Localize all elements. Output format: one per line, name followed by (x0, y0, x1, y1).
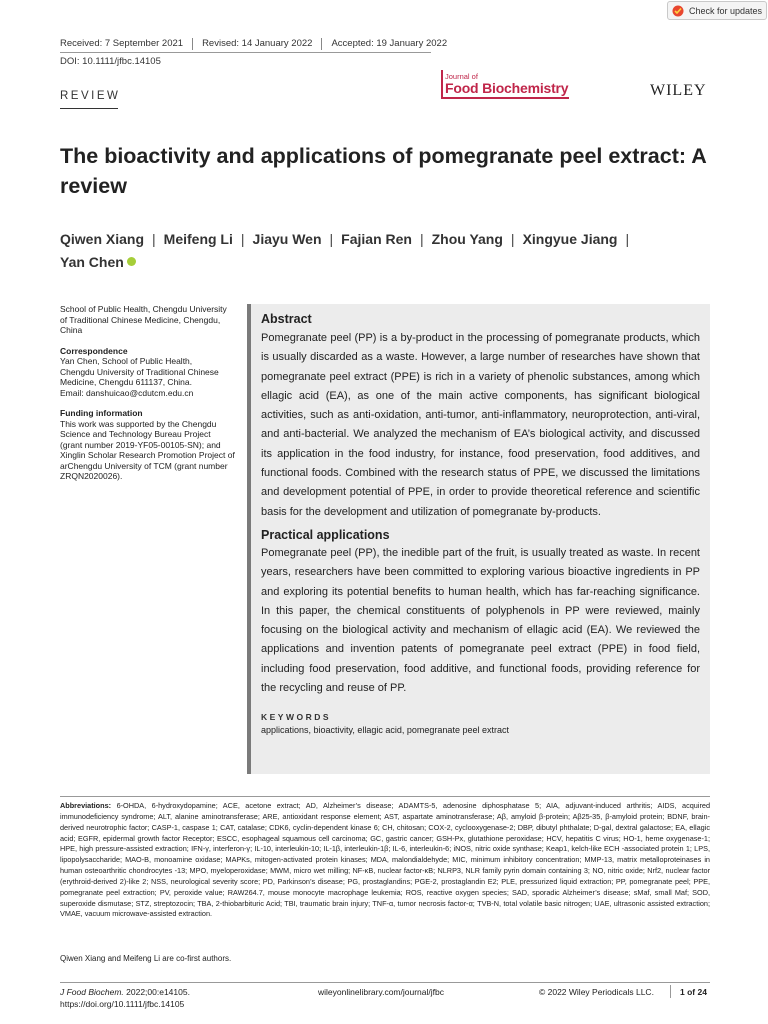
keywords-heading: KEYWORDS (261, 712, 332, 723)
article-type: REVIEW (60, 90, 121, 102)
co-first-note: Qiwen Xiang and Meifeng Li are co-first authors. (60, 954, 232, 963)
practical-applications-heading: Practical applications (261, 527, 390, 542)
author[interactable]: Jiayu Wen (252, 231, 322, 247)
page-number: 1 of 24 (680, 987, 707, 997)
abbreviations-divider (60, 796, 710, 797)
orcid-icon[interactable] (127, 257, 136, 266)
correspondence-line: Chengdu University of Traditional Chinese (60, 366, 219, 377)
correspondence-line: Yan Chen, School of Public Health, (60, 356, 193, 366)
check-for-updates-label: Check for updates (689, 5, 763, 16)
footer-citation (60, 987, 190, 997)
correspondence-email[interactable]: Email: danshuicao@cdutcm.edu.cn (60, 387, 194, 398)
author[interactable]: Qiwen Xiang (60, 231, 145, 247)
publisher-logo: WILEY (650, 82, 707, 99)
footer-separator (670, 985, 671, 998)
journal-logo-small: Journal of (445, 72, 478, 81)
author[interactable]: Zhou Yang (431, 231, 503, 247)
author[interactable]: Meifeng Li (163, 231, 233, 247)
citation-journal: J Food Biochem. (60, 987, 124, 997)
funding (60, 408, 235, 482)
author-list: Qiwen Xiang | Meifeng Li | Jiayu Wen | Fajian Ren | Zhou Yang | Xingyue Jiang | Yan Chen (60, 231, 630, 270)
funding-heading: Funding information (60, 408, 143, 418)
accepted-date: Accepted: 19 January 2022 (331, 38, 448, 49)
received-date: Received: 7 September 2021 (60, 38, 193, 50)
crossmark-icon (672, 5, 684, 17)
sidebar-info (60, 304, 235, 492)
keywords: applications, bioactivity, ellagic acid, pomegranate peel extract (261, 725, 509, 736)
doi: DOI: 10.1111/jfbc.14105 (60, 56, 161, 67)
journal-logo-name: Food Biochemistry (445, 80, 569, 96)
abstract-heading: Abstract (261, 312, 312, 326)
check-for-updates-button[interactable] (667, 1, 767, 20)
revised-date: Revised: 14 January 2022 (193, 38, 322, 50)
article-title: The bioactivity and applications of pomegranate peel extract: A review (60, 144, 706, 198)
abbreviations-label: Abbreviations: (60, 801, 112, 810)
practical-applications-text: Pomegranate peel (PP), the inedible part of the fruit, is usually treated as waste. In recent years, researchers have been committed to exploring various bioactive ingredients in PP and exploring its potential benefits to human health, which has far-reaching significance. In this paper, the chemical constituents of polyphenols in PP were reviewed, mainly focusing on the biological activity and mechanism of ellagic acid (EA). We reviewed the applications and invention patents of pomegranate peel extract (PPE) in food field, including food preservation, food additive, and functional foods, providing reference for the recycling and reuse of PP. (261, 546, 700, 695)
correspondence-line: Medicine, Chengdu 611137, China. (60, 377, 192, 387)
affiliation: School of Public Health, Chengdu University of Traditional Chinese Medicine, Chengdu, China (60, 304, 227, 335)
correspondence-heading: Correspondence (60, 345, 128, 356)
article-type-underline (60, 108, 118, 109)
header-divider (60, 52, 431, 53)
abbreviations-text: 6-OHDA, 6-hydroxydopamine; ACE, acetone extract; AD, Alzheimer’s disease; ADAMTS-5, adenosine diphosphatase 5; AIA, adjuvant-induced arthritis; AIDS, acquired immunodeficiency syndrome; ALT, alanine aminotransferase; ARE, antioxidant response element; AST, aspartate aminotransferase; Aβ, amyloid β-protein; Aβ25-35, β-amyloid protein; BDNF, brain-derived neurotrophic factor; CASP-1, caspase 1; CAT, catalase; CDK6, cyclin-dependent kinase 6; CH, chitosan; COX-2, cyclooxygenase-2; DBP, dibutyl phthalate; D-gal, dextral galactose; EA, ellagic acid; EGFR, epidermal growth factor Receptor; ESCC, esophageal squamous cell carcinoma; GC, gastric cancer; GSH-Px, glutathione peroxidase; HCV, hepatitis C virus; HO-1, heme oxygenase-1; HPE, high pressure-assisted extraction; IFN-γ, interferon-γ; IL-10, interleukin-10; IL-1β, interleukin-1β; IL-6, interleukin-6; iNOS, nitric oxide synthase; Keap1, kelch-like ECH -associated protein 1; LPS, lipopolysaccharide; MAO-B, monoamine oxidase; MAPKs, mitogen-activated protein kinases; MDA, malondialdehyde; MIC, minimum inhibitory concentration; MMP-13, matrix metalloproteinases in human osteoarthritic chondrocytes -13; MPO, myeloperoxidase; MWM, micro wet milling; NF-κB, nuclear factor-κB; NLRP3, NLR family pyrin domain containing 3; NO, nitric oxide; Nrf2, nuclear factor (erythroid-derived 2)-like 2; NSS, neurological severity score; PD, Parkinson’s disease; PG, prostaglandins; PGE-2, prostaglandin E2; PLE, pressurized liquid extraction; PP, pomegranate peel; PPE, pomegranate peel extraction; PV, peroxide value; RAW264.7, mouse monocyte macrophage leukemia; ROS, reactive oxygen species; SAD, sporadic Alzheimer’s disease; sMaf, small Maf; SOD, superoxide dismutase; STZ, streptozocin; TBA, 2-thiobarbituric Acid; TBI, traumatic brain injury; TNF-α, tumor necrosis factor-α; TVB-N, total volatile basic nitrogen; UAE, ultrasonic assisted extraction; VMAE, vacuum microwave-assisted extraction. (60, 801, 710, 919)
author[interactable]: Fajian Ren (341, 231, 412, 247)
abbreviations (60, 801, 710, 920)
citation-rest: 2022;00:e14105. (123, 987, 190, 997)
funding-text: This work was supported by the Chengdu Science and Technology Bureau Project (grant number 2019-YF05-00105-SN); and Xinglin Scholar Research Promotion Project of arChengdu University of TCM (grant number ZRQN2020026). (60, 418, 235, 481)
author[interactable]: Xingyue Jiang (522, 231, 618, 247)
journal-logo (441, 70, 571, 100)
footer-copyright: © 2022 Wiley Periodicals LLC. (539, 987, 654, 997)
article-dates (60, 38, 456, 50)
footer-divider (60, 982, 710, 983)
abstract-text: Pomegranate peel (PP) is a by-product in the processing of pomegranate products, which is usually discarded as a waste. However, a large number of researches have shown that pomegranate peel extract (PPE) is rich in a variety of phenolic substances, among which ellagic acid (EA), as one of the main active components, has significant biological activities, such as anti-oxidation, anti-tumor, anti-inflammatory, neuroprotection, anti-viral, and anti-bacterial. We analyzed the mechanism of EA’s biological activity, and discussed its application in the food industry, for instance, food preservation, food additives, and functional foods. Combined with the research status of PPE, we discussed the limitations and development potential of PPE, in order to provide theoretical reference and scientific basis for the development and utilization of pomegranate by-products. (261, 332, 700, 518)
footer-doi-link[interactable]: https://doi.org/10.1111/jfbc.14105 (60, 999, 185, 1009)
footer-website-link[interactable]: wileyonlinelibrary.com/journal/jfbc (318, 987, 444, 997)
abstract-box (247, 304, 710, 774)
author[interactable]: Yan Chen (60, 254, 124, 270)
correspondence (60, 346, 235, 399)
